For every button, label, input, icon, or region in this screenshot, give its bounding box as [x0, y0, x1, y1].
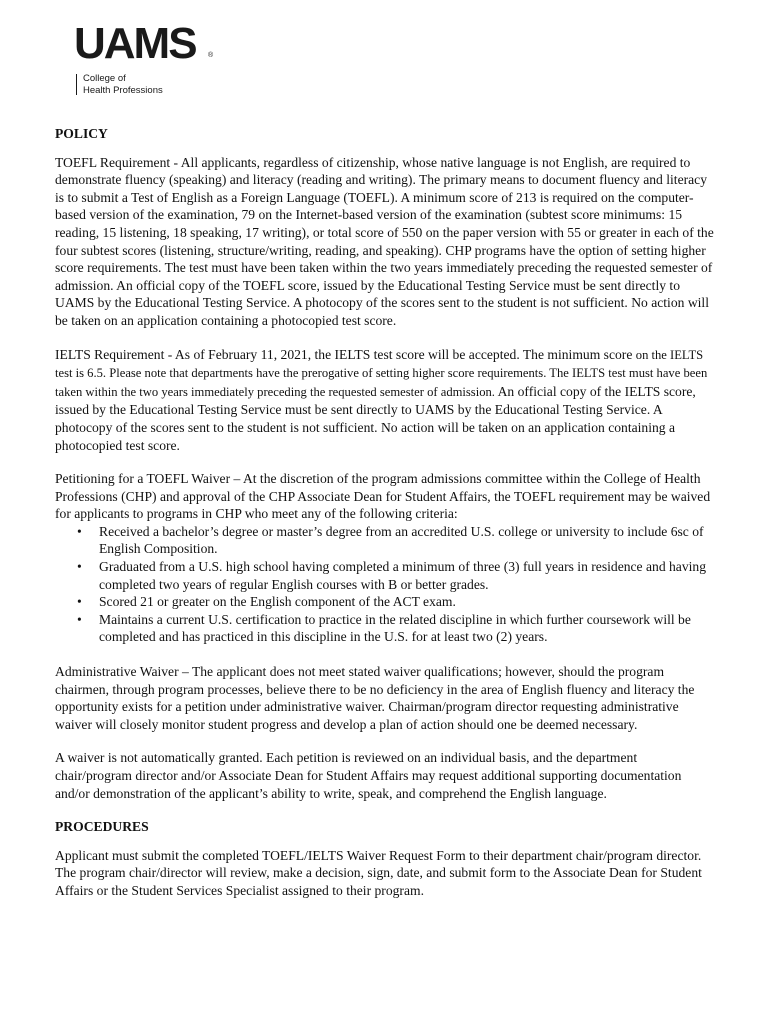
toefl-waiver-paragraph: Petitioning for a TOEFL Waiver – At the discretion of the program admissions committee within the College of Health Professions (CHP) and approval of the CHP Associate Dean for Student Affairs, the TOEFL requirement may be waived for applicants to programs in CHP who meet any of the following criteria: — [55, 471, 711, 522]
administrative-waiver-paragraph: Administrative Waiver – The applicant does not meet stated waiver qualifications; however, should the program chairmen, through program processes, believe there to be no deficiency in the area of English fluency and literacy the opportunity exists for a petition under administrative waiver. Chairman/program director requesting administrative waiver will closely monitor student progress and develop a plan of action should one be deemed necessary. — [55, 664, 695, 732]
waiver-criterion: • Scored 21 or greater on the English component of the ACT exam. — [99, 593, 717, 611]
ielts-text-1: IELTS Requirement - As of February 11, 2021, the IELTS test score will be accepted. The minimum score — [55, 346, 633, 362]
document-body — [55, 125, 717, 916]
logo-subtitle — [83, 73, 163, 96]
logo-wordmark: UAMS — [74, 19, 196, 68]
waiver-criterion: • Received a bachelor’s degree or master’s degree from an accredited U.S. college or university to include 6sc of English Composition. — [99, 523, 717, 558]
logo-divider — [76, 74, 77, 95]
ielts-text-2: on the IELTS test is 6.5. Please note that departments have the prerogative of setting higher score requirements. The IELTS test must have been taken within the two years immediately preceding the requested semester of admission. — [55, 347, 708, 399]
procedures-paragraph: Applicant must submit the completed TOEFL/IELTS Waiver Request Form to their department chair/program director. The program chair/director will review, make a decision, sign, date, and submit form to the Associate Dean for Student Affairs or the Student Services Specialist assigned to their program. — [55, 847, 702, 898]
logo-registered-mark: ® — [208, 52, 214, 59]
ielts-requirement-paragraph — [55, 346, 717, 455]
logo-line-1: College of — [83, 73, 126, 84]
logo-line-2: Health Professions — [83, 84, 163, 96]
waiver-criterion: • Maintains a current U.S. certification to practice in the related discipline in which further coursework will be completed and has practiced in this discipline in the U.S. for at least two (2) years. — [99, 611, 717, 646]
waiver-not-automatic-paragraph: A waiver is not automatically granted. Each petition is reviewed on an individual basis, and the department chair/program director and/or Associate Dean for Student Affairs may request additional supporting documentation and/or demonstration of the applicant’s ability to write, speak, and comprehend the English language. — [55, 750, 682, 801]
procedures-heading: PROCEDURES — [55, 819, 149, 835]
toefl-requirement-paragraph: TOEFL Requirement - All applicants, regardless of citizenship, whose native language is not English, are required to demonstrate fluency (speaking) and literacy (reading and writing). The primary means to document fluency and literacy is to submit a Test of English as a Foreign Language (TOEFL). A minimum score of 213 is required on the computer-based version of the examination, 79 on the Internet-based version of the examination (subtest score minimums: 15 reading, 15 listening, 18 speaking, 17 writing), or total score of 550 on the paper version with 55 or greater in each of the four subtest scores (listening, structure/writing, reading, and speaking). CHP programs have the option of setting higher score requirements. The test must have been taken within the two years immediately preceding the requested semester of admission. An official copy of the TOEFL score, issued by the Educational Testing Service must be sent directly to UAMS by the Educational Testing Service. A photocopy of the scores sent to the student is not sufficient. No action will be taken on an application containing a photocopied test score. — [55, 154, 714, 328]
policy-heading: POLICY — [55, 126, 108, 141]
ielts-text-3: An official copy of the IELTS score, issued by the Educational Testing Service must be sent directly to UAMS by the Educational Testing Service. A photocopy of the scores sent to the student is not sufficient. No action will be taken on an application containing a photocopied test score. — [55, 383, 696, 453]
waiver-criteria-list — [55, 523, 717, 646]
uams-logo — [74, 19, 234, 98]
waiver-criterion: • Graduated from a U.S. high school having completed a minimum of three (3) full years in residence and having completed two years of regular English courses with B or better grades. — [99, 558, 717, 593]
